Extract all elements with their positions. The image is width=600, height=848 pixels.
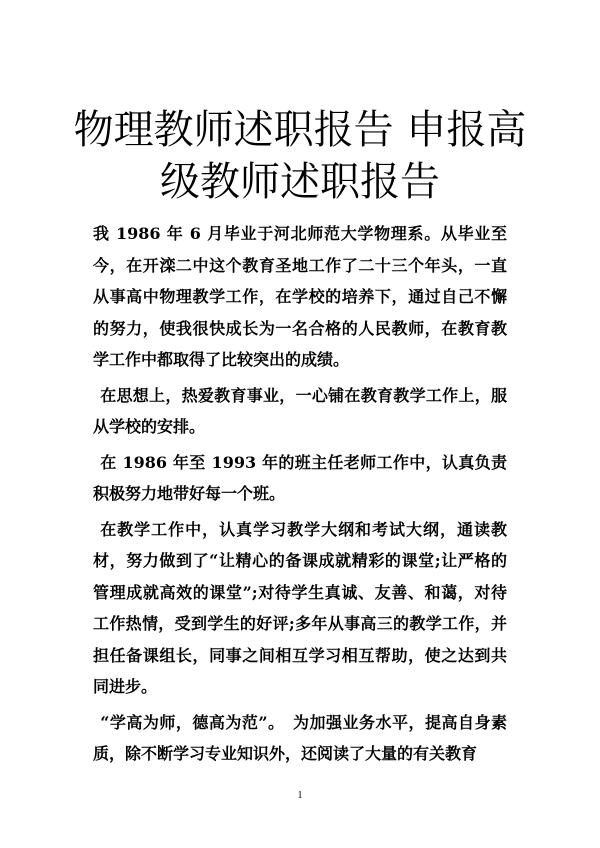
paragraph-3: 在 1986 年至 1993 年的班主任老师工作中，认真负责积极努力地带好每一个班。 — [93, 452, 507, 503]
paragraph-1: 我 1986 年 6 月毕业于河北师范大学物理系。从毕业至今，在开滦二中这个教育圣地工作了二十三个年头，一直从事高中物理教学工作，在学校的培养下，通过自己不懈的努力，使我很快成长为一名合格的人民教师，在教育教学工作中都取得了比较突出的成绩。 — [93, 224, 507, 369]
paragraph-5: “学高为师，德高为范”。 为加强业务水平，提高自身素质，除不断学习专业知识外，还阅读了大量的有关教育 — [93, 712, 507, 763]
paragraph-2: 在思想上，热爱教育事业，一心铺在教育教学工作上，服从学校的安排。 — [93, 385, 507, 436]
paragraph-4: 在教学工作中，认真学习教学大纲和考试大纲，通读教材，努力做到了“让精心的备课成就精彩的课堂;让严格的管理成就高效的课堂”;对待学生真诚、友善、和蔼，对待工作热情，受到学生的好评;多年从事高三的教学工作，并担任备课组长，同事之间相互学习相互帮助，使之达到共同进步。 — [93, 519, 507, 696]
document-title: 物理教师述职报告 申报高级教师述职报告 — [73, 107, 527, 205]
page-number: 1 — [297, 790, 303, 801]
document-body — [93, 218, 507, 770]
